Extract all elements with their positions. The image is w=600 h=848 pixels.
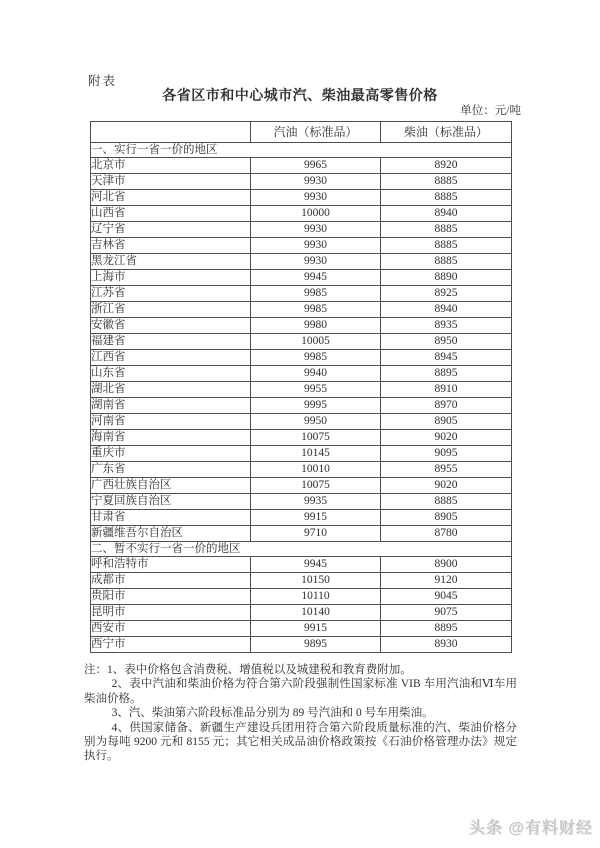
region-name: 山西省 (91, 206, 251, 222)
table-row (91, 254, 512, 270)
gasoline-price: 9950 (251, 414, 381, 430)
diesel-price: 8940 (381, 206, 512, 222)
region-name: 新疆维吾尔自治区 (91, 526, 251, 542)
diesel-price: 9020 (381, 478, 512, 494)
diesel-price: 8885 (381, 190, 512, 206)
gasoline-price: 9930 (251, 254, 381, 270)
price-table (90, 121, 512, 653)
diesel-price: 8895 (381, 621, 512, 637)
gasoline-price: 9940 (251, 366, 381, 382)
diesel-price: 8780 (381, 526, 512, 542)
table-row (91, 302, 512, 318)
table-row (91, 174, 512, 190)
gasoline-price: 9955 (251, 382, 381, 398)
section-heading: 二、暂不实行一省一价的地区 (91, 542, 512, 557)
section-row (91, 143, 512, 158)
diesel-price: 8945 (381, 350, 512, 366)
region-name: 浙江省 (91, 302, 251, 318)
col-header-gasoline: 汽油（标准品） (251, 122, 381, 143)
gasoline-price: 9965 (251, 158, 381, 174)
diesel-price: 9120 (381, 573, 512, 589)
table-row (91, 350, 512, 366)
diesel-price: 8900 (381, 557, 512, 573)
gasoline-price: 9980 (251, 318, 381, 334)
region-name: 甘肃省 (91, 510, 251, 526)
table-row (91, 510, 512, 526)
table-row (91, 621, 512, 637)
table-row (91, 462, 512, 478)
region-name: 河北省 (91, 190, 251, 206)
section-heading: 一、实行一省一价的地区 (91, 143, 512, 158)
table-row (91, 478, 512, 494)
note-line-1: 注：1、表中价格包含消费税、增值税以及城建税和教育费附加。 (84, 664, 412, 676)
diesel-price: 8940 (381, 302, 512, 318)
col-header-region (91, 122, 251, 143)
table-row (91, 270, 512, 286)
note-line-2: 2、表中汽油和柴油价格为符合第六阶段强制性国家标准 VIB 车用汽油和Ⅵ车用柴油价格。 (84, 678, 517, 705)
gasoline-price: 9985 (251, 302, 381, 318)
table-row (91, 366, 512, 382)
gasoline-price: 10110 (251, 589, 381, 605)
region-name: 昆明市 (91, 605, 251, 621)
diesel-price: 8885 (381, 174, 512, 190)
table-row (91, 430, 512, 446)
gasoline-price: 10140 (251, 605, 381, 621)
region-name: 河南省 (91, 414, 251, 430)
diesel-price: 8905 (381, 510, 512, 526)
unit-label: 单位：元/吨 (460, 105, 521, 117)
gasoline-price: 9995 (251, 398, 381, 414)
diesel-price: 8970 (381, 398, 512, 414)
table-row (91, 446, 512, 462)
diesel-price: 8910 (381, 382, 512, 398)
table-row (91, 286, 512, 302)
table-row (91, 190, 512, 206)
region-name: 天津市 (91, 174, 251, 190)
table-row (91, 557, 512, 573)
diesel-price: 8905 (381, 414, 512, 430)
note-line-3: 3、汽、柴油第六阶段标准品分别为 89 号汽油和 0 号车用柴油。 (111, 707, 434, 720)
gasoline-price: 10010 (251, 462, 381, 478)
region-name: 宁夏回族自治区 (91, 494, 251, 510)
region-name: 广东省 (91, 462, 251, 478)
diesel-price: 8895 (381, 366, 512, 382)
region-name: 呼和浩特市 (91, 557, 251, 573)
diesel-price: 8955 (381, 462, 512, 478)
section-row (91, 542, 512, 557)
gasoline-price: 10000 (251, 206, 381, 222)
gasoline-price: 9915 (251, 510, 381, 526)
gasoline-price: 10150 (251, 573, 381, 589)
gasoline-price: 10005 (251, 334, 381, 350)
note-line-4: 4、供国家储备、新疆生产建设兵团用符合第六阶段质量标准的汽、柴油价格分别为每吨 9200 元和 8155 元；其它相关成品油价格政策按《石油价格管理办法》规定执行。 (84, 721, 517, 763)
gasoline-price: 9945 (251, 557, 381, 573)
gasoline-price: 9930 (251, 222, 381, 238)
table-row (91, 158, 512, 174)
col-header-diesel: 柴油（标准品） (381, 122, 512, 143)
region-name: 安徽省 (91, 318, 251, 334)
table-row (91, 494, 512, 510)
gasoline-price: 9710 (251, 526, 381, 542)
table-row (91, 526, 512, 542)
gasoline-price: 9930 (251, 238, 381, 254)
diesel-price: 9075 (381, 605, 512, 621)
table-row (91, 637, 512, 653)
table-row (91, 238, 512, 254)
table-row (91, 334, 512, 350)
diesel-price: 9045 (381, 589, 512, 605)
region-name: 北京市 (91, 158, 251, 174)
region-name: 黑龙江省 (91, 254, 251, 270)
diesel-price: 9095 (381, 446, 512, 462)
watermark: 头条 @有料财经 (468, 820, 593, 837)
notes-block (84, 663, 517, 764)
table-row (91, 573, 512, 589)
region-name: 海南省 (91, 430, 251, 446)
region-name: 西安市 (91, 621, 251, 637)
region-name: 西宁市 (91, 637, 251, 653)
region-name: 江苏省 (91, 286, 251, 302)
table-row (91, 398, 512, 414)
region-name: 福建省 (91, 334, 251, 350)
region-name: 广西壮族自治区 (91, 478, 251, 494)
diesel-price: 8890 (381, 270, 512, 286)
table-row (91, 414, 512, 430)
table-row (91, 222, 512, 238)
region-name: 湖北省 (91, 382, 251, 398)
table-header-row (91, 122, 512, 143)
gasoline-price: 9935 (251, 494, 381, 510)
region-name: 重庆市 (91, 446, 251, 462)
table-row (91, 206, 512, 222)
page-title: 各省区市和中心城市汽、柴油最高零售价格 (162, 89, 438, 104)
gasoline-price: 9985 (251, 286, 381, 302)
diesel-price: 8885 (381, 222, 512, 238)
region-name: 贵阳市 (91, 589, 251, 605)
gasoline-price: 9930 (251, 174, 381, 190)
gasoline-price: 10145 (251, 446, 381, 462)
region-name: 上海市 (91, 270, 251, 286)
region-name: 吉林省 (91, 238, 251, 254)
diesel-price: 8885 (381, 238, 512, 254)
diesel-price: 8920 (381, 158, 512, 174)
table-row (91, 318, 512, 334)
diesel-price: 9020 (381, 430, 512, 446)
diesel-price: 8930 (381, 637, 512, 653)
diesel-price: 8950 (381, 334, 512, 350)
table-row (91, 382, 512, 398)
diesel-price: 8885 (381, 254, 512, 270)
gasoline-price: 9895 (251, 637, 381, 653)
gasoline-price: 9930 (251, 190, 381, 206)
table-row (91, 589, 512, 605)
gasoline-price: 10075 (251, 430, 381, 446)
diesel-price: 8935 (381, 318, 512, 334)
gasoline-price: 9945 (251, 270, 381, 286)
region-name: 湖南省 (91, 398, 251, 414)
table-row (91, 605, 512, 621)
region-name: 江西省 (91, 350, 251, 366)
appendix-label: 附表 (88, 74, 118, 88)
diesel-price: 8885 (381, 494, 512, 510)
region-name: 辽宁省 (91, 222, 251, 238)
gasoline-price: 10075 (251, 478, 381, 494)
diesel-price: 8925 (381, 286, 512, 302)
gasoline-price: 9915 (251, 621, 381, 637)
gasoline-price: 9985 (251, 350, 381, 366)
region-name: 成都市 (91, 573, 251, 589)
region-name: 山东省 (91, 366, 251, 382)
